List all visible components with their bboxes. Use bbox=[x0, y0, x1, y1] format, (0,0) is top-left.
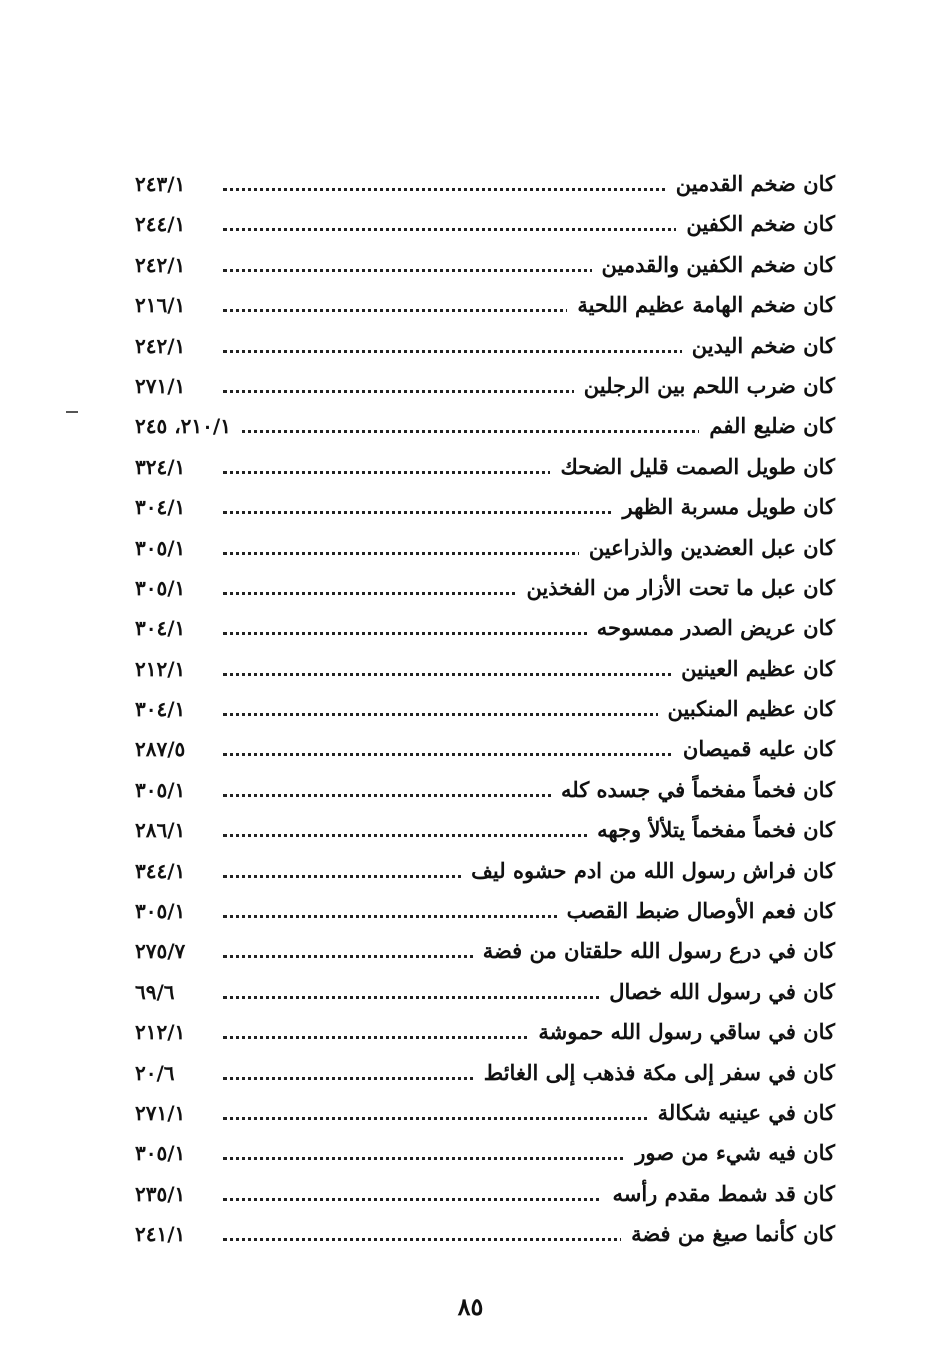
entry-text bbox=[473, 937, 835, 965]
entry-label: كان ضخم الكفين والقدمين bbox=[592, 252, 835, 277]
page-reference: ٢٨٧/٥ bbox=[135, 735, 193, 763]
page-reference: ٢٧٥/٧ bbox=[135, 937, 193, 965]
index-entry bbox=[135, 328, 835, 368]
entry-text bbox=[671, 655, 835, 683]
entry-text bbox=[599, 978, 835, 1006]
index-entry bbox=[135, 287, 835, 327]
index-list bbox=[135, 166, 835, 1257]
page-reference: ٣٠٥/١ bbox=[135, 1139, 193, 1167]
index-entry bbox=[135, 731, 835, 771]
index-entry bbox=[135, 691, 835, 731]
page-reference: ٣٠٥/١ bbox=[135, 574, 193, 602]
page-reference: ٢١٢/١ bbox=[135, 655, 193, 683]
page-reference: ٣٠٥/١ bbox=[135, 534, 193, 562]
entry-text bbox=[574, 372, 835, 400]
entry-text bbox=[592, 251, 835, 279]
index-entry bbox=[135, 812, 835, 852]
index-entry bbox=[135, 772, 835, 812]
index-entry bbox=[135, 570, 835, 610]
entry-text bbox=[673, 735, 835, 763]
entry-text bbox=[587, 614, 835, 642]
entry-label: كان عريض الصدر ممسوحه bbox=[587, 615, 835, 640]
page-reference: ٢٧١/١ bbox=[135, 1099, 193, 1127]
entry-text bbox=[474, 1059, 835, 1087]
entry-text bbox=[648, 1099, 835, 1127]
page-reference: ٢١٢/١ bbox=[135, 1018, 193, 1046]
page-reference: ٢٤٢/١ bbox=[135, 251, 193, 279]
margin-mark bbox=[66, 411, 78, 413]
index-entry bbox=[135, 368, 835, 408]
page-reference: ٢٤٤/١ bbox=[135, 210, 193, 238]
index-entry bbox=[135, 166, 835, 206]
entry-text bbox=[676, 210, 835, 238]
entry-label: كان عليه قميصان bbox=[673, 736, 835, 761]
index-entry bbox=[135, 1095, 835, 1135]
entry-label: كان في عينيه شكالة bbox=[648, 1100, 835, 1125]
entry-text bbox=[625, 1139, 835, 1167]
entry-label: كان فخماً مفخماً يتلألأ وجهه bbox=[587, 817, 835, 842]
page-reference: ٣٠٤/١ bbox=[135, 614, 193, 642]
page-reference: ٦٩/٦ bbox=[135, 978, 183, 1006]
entry-text bbox=[550, 453, 835, 481]
entry-text bbox=[551, 776, 835, 804]
page-reference: ٢٤٢/١ bbox=[135, 332, 193, 360]
entry-label: كان عبل العضدين والذراعين bbox=[579, 535, 835, 560]
index-entry bbox=[135, 1216, 835, 1256]
entry-label: كان فخماً مفخماً في جسده كله bbox=[551, 777, 835, 802]
page-reference: ٢٣٥/١ bbox=[135, 1180, 193, 1208]
entry-label: كان فعم الأوصال ضبط القصب bbox=[557, 898, 835, 923]
entry-label: كان فيه شيء من صور bbox=[625, 1140, 835, 1165]
page-number: ٨٥ bbox=[457, 1292, 484, 1321]
entry-label: كان ضخم القدمين bbox=[666, 171, 835, 196]
index-entry bbox=[135, 974, 835, 1014]
index-entry bbox=[135, 1014, 835, 1054]
entry-label: كان في درع رسول الله حلقتان من فضة bbox=[473, 938, 835, 963]
index-entry bbox=[135, 1176, 835, 1216]
index-entry bbox=[135, 449, 835, 489]
page-reference: ٣٤٤/١ bbox=[135, 857, 193, 885]
page-reference: ٣٠٥/١ bbox=[135, 897, 193, 925]
entry-label: كان طويل الصمت قليل الضحك bbox=[550, 454, 835, 479]
entry-text bbox=[658, 695, 835, 723]
entry-label: كان ضخم الكفين bbox=[676, 211, 835, 236]
index-entry bbox=[135, 610, 835, 650]
entry-label: كان قد شمط مقدم رأسه bbox=[602, 1181, 835, 1206]
entry-label: كان عبل ما تحت الأزار من الفخذين bbox=[516, 575, 835, 600]
entry-text bbox=[579, 534, 835, 562]
entry-text bbox=[699, 412, 835, 440]
page-reference: ٣٠٥/١ bbox=[135, 776, 193, 804]
page-reference: ٢٨٦/١ bbox=[135, 816, 193, 844]
entry-text bbox=[602, 1180, 835, 1208]
entry-text bbox=[461, 857, 835, 885]
entry-label: كان كأنما صيغ من فضة bbox=[621, 1221, 835, 1246]
entry-text bbox=[587, 816, 835, 844]
entry-label: كان ضخم اليدين bbox=[682, 333, 835, 358]
index-entry bbox=[135, 933, 835, 973]
entry-label: كان في سفر إلى مكة فذهب إلى الغائط bbox=[474, 1060, 835, 1085]
index-entry bbox=[135, 247, 835, 287]
entry-label: كان في ساقي رسول الله حموشة bbox=[528, 1019, 835, 1044]
page-reference: ٢٤١/١ bbox=[135, 1220, 193, 1248]
index-entry bbox=[135, 893, 835, 933]
entry-text bbox=[666, 170, 835, 198]
index-entry bbox=[135, 206, 835, 246]
entry-text bbox=[528, 1018, 835, 1046]
index-entry bbox=[135, 651, 835, 691]
page-reference: ٣٢٤/١ bbox=[135, 453, 193, 481]
entry-text bbox=[516, 574, 835, 602]
page-reference: ٢٤٣/١ bbox=[135, 170, 193, 198]
entry-label: كان ضخم الهامة عظيم اللحية bbox=[567, 292, 835, 317]
entry-label: كان فراش رسول الله من ادم حشوه ليف bbox=[461, 858, 835, 883]
entry-text bbox=[567, 291, 835, 319]
index-entry bbox=[135, 489, 835, 529]
entry-text bbox=[557, 897, 835, 925]
index-entry bbox=[135, 853, 835, 893]
entry-text bbox=[613, 493, 835, 521]
entry-label: كان ضليع الفم bbox=[699, 413, 835, 438]
entry-label: كان عظيم المنكبين bbox=[658, 696, 835, 721]
entry-text bbox=[621, 1220, 835, 1248]
page-reference: ٣٠٤/١ bbox=[135, 493, 193, 521]
index-entry bbox=[135, 408, 835, 448]
index-entry bbox=[135, 1135, 835, 1175]
page-reference: ٢٠/٦ bbox=[135, 1059, 183, 1087]
entry-label: كان ضرب اللحم بين الرجلين bbox=[574, 373, 835, 398]
entry-label: كان في رسول الله خصال bbox=[599, 979, 835, 1004]
entry-label: كان طويل مسربة الظهر bbox=[613, 494, 835, 519]
entry-label: كان عظيم العينين bbox=[671, 656, 835, 681]
index-entry bbox=[135, 1055, 835, 1095]
page-reference: ٢١٠/١، ٢٤٥ bbox=[135, 412, 239, 440]
entry-text bbox=[682, 332, 835, 360]
page-reference: ٣٠٤/١ bbox=[135, 695, 193, 723]
page-reference: ٢١٦/١ bbox=[135, 291, 193, 319]
index-entry bbox=[135, 530, 835, 570]
page-reference: ٢٧١/١ bbox=[135, 372, 193, 400]
